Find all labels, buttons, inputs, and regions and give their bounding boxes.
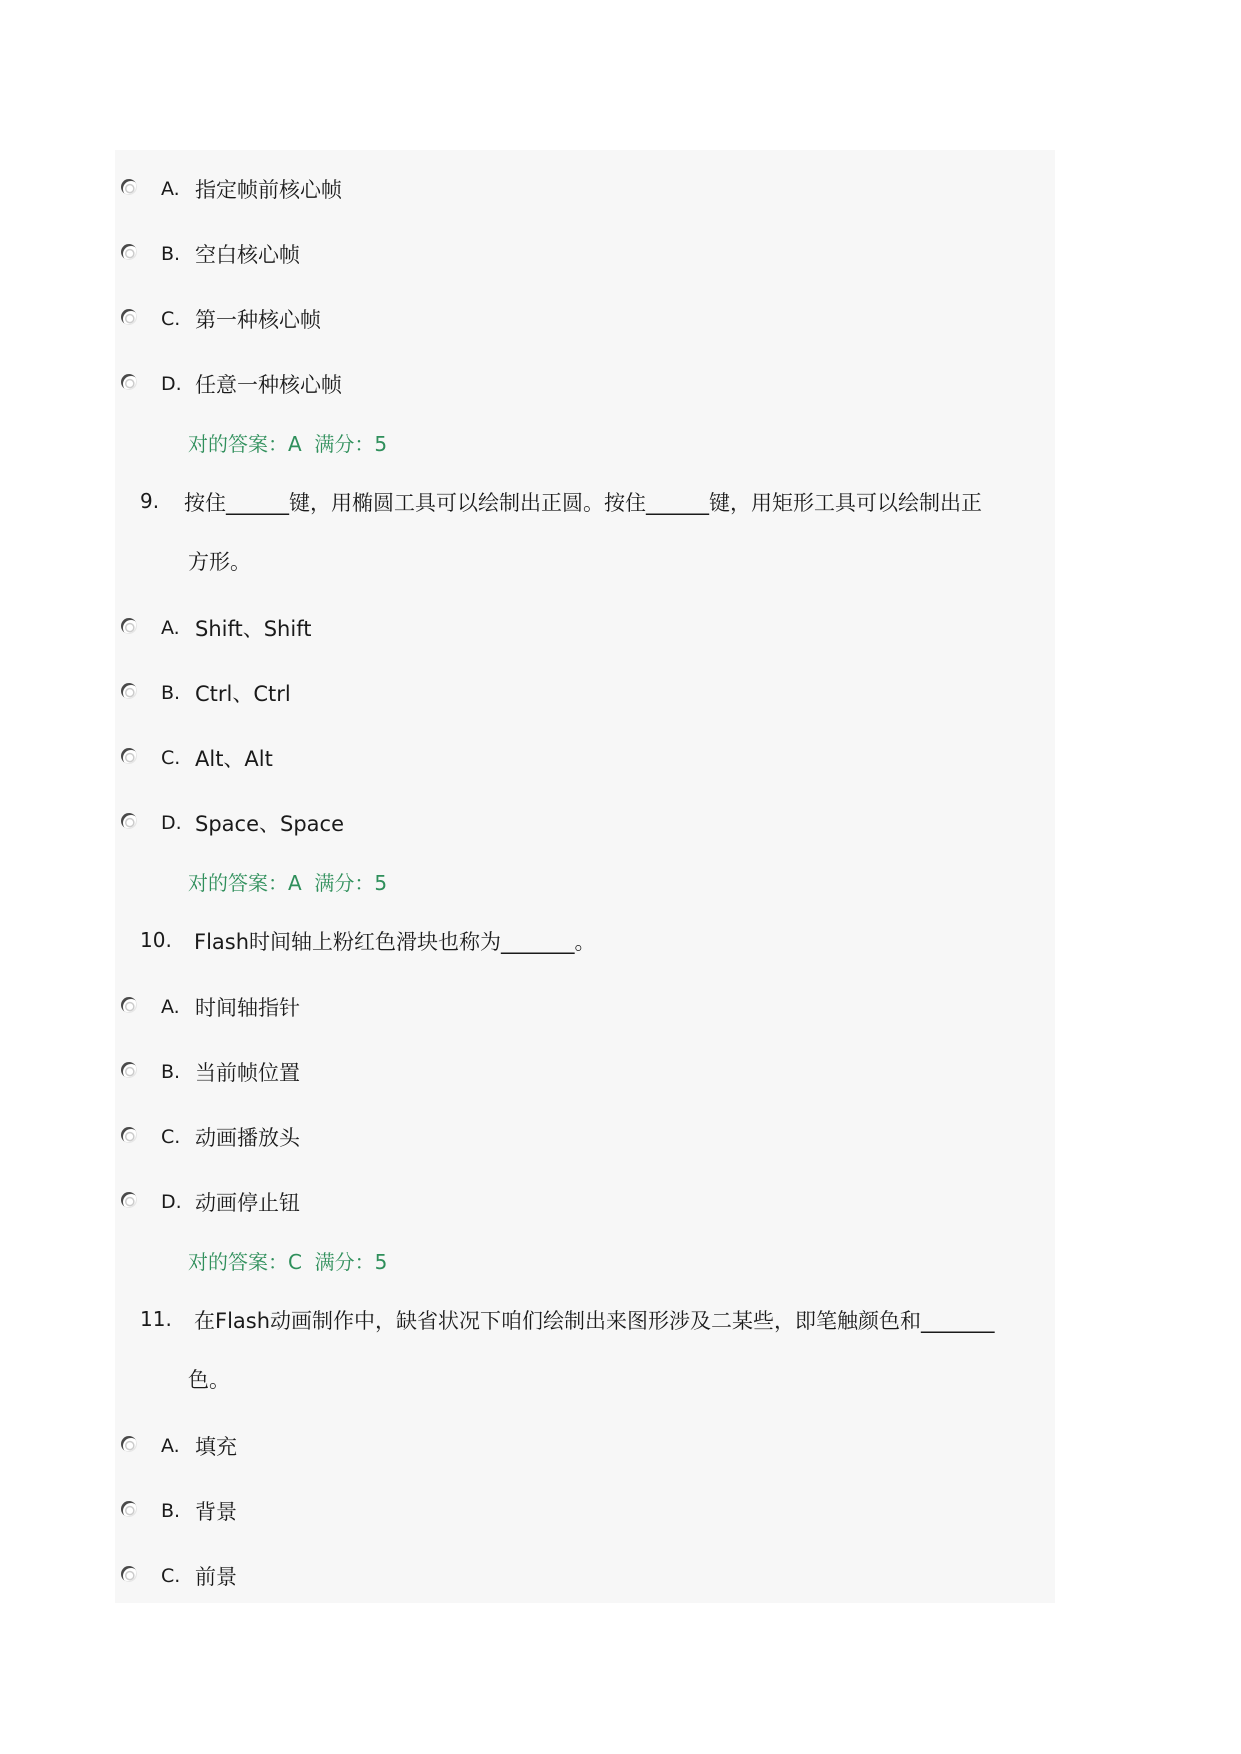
option-letter: A. [161, 996, 180, 1018]
radio-button[interactable] [121, 1062, 137, 1078]
correct-answer-q9: 对的答案：A 满分：5 [188, 871, 388, 895]
question-text: 按住______键，用椭圆工具可以绘制出正圆。按住______键，用矩形工具可以绘制出正 [184, 491, 982, 515]
radio-button[interactable] [121, 1501, 137, 1517]
option-q10-b[interactable] [115, 1047, 1055, 1097]
option-text: 动画停止钮 [195, 1191, 300, 1215]
option-letter: D. [161, 812, 182, 834]
question-text: Flash时间轴上粉红色滑块也称为_______。 [194, 930, 596, 954]
question-number: 9. [140, 489, 160, 513]
radio-button[interactable] [121, 309, 137, 325]
radio-button[interactable] [121, 748, 137, 764]
option-text: 第一种核心帧 [195, 308, 321, 332]
option-q11-a[interactable] [115, 1421, 1055, 1471]
radio-button[interactable] [121, 1436, 137, 1452]
radio-button[interactable] [121, 179, 137, 195]
option-letter: A. [161, 1435, 180, 1457]
option-q8-a[interactable] [115, 164, 1055, 214]
option-letter: C. [161, 308, 181, 330]
option-q10-c[interactable] [115, 1112, 1055, 1162]
question-number: 11. [140, 1307, 172, 1331]
radio-button[interactable] [121, 618, 137, 634]
option-letter: C. [161, 1565, 181, 1587]
option-text: Shift、Shift [195, 617, 312, 641]
radio-button[interactable] [121, 683, 137, 699]
option-q11-b[interactable] [115, 1486, 1055, 1536]
option-q8-d[interactable] [115, 359, 1055, 409]
radio-button[interactable] [121, 1192, 137, 1208]
option-letter: C. [161, 1126, 181, 1148]
option-letter: D. [161, 1191, 182, 1213]
option-text: 当前帧位置 [195, 1061, 300, 1085]
option-text: 填充 [195, 1435, 237, 1459]
option-text: 背景 [195, 1500, 237, 1524]
option-letter: D. [161, 373, 182, 395]
option-text: 动画播放头 [195, 1126, 300, 1150]
option-text: 前景 [195, 1565, 237, 1589]
option-text: 任意一种核心帧 [195, 373, 342, 397]
option-text: 空白核心帧 [195, 243, 300, 267]
radio-button[interactable] [121, 1127, 137, 1143]
option-letter: B. [161, 1500, 181, 1522]
question-text-continued: 色。 [188, 1368, 230, 1392]
option-q8-b[interactable] [115, 229, 1055, 279]
option-letter: C. [161, 747, 181, 769]
option-letter: A. [161, 617, 180, 639]
question-number: 10. [140, 928, 172, 952]
option-letter: B. [161, 682, 181, 704]
option-text: 指定帧前核心帧 [195, 178, 342, 202]
radio-button[interactable] [121, 374, 137, 390]
option-q9-c[interactable] [115, 733, 1055, 783]
radio-button[interactable] [121, 997, 137, 1013]
option-q9-d[interactable] [115, 798, 1055, 848]
option-q8-c[interactable] [115, 294, 1055, 344]
option-q10-a[interactable] [115, 982, 1055, 1032]
radio-button[interactable] [121, 1566, 137, 1582]
option-q10-d[interactable] [115, 1177, 1055, 1227]
question-text: 在Flash动画制作中，缺省状况下咱们绘制出来图形涉及二某些，即笔触颜色和_______ [194, 1309, 995, 1333]
correct-answer-q10: 对的答案：C 满分：5 [188, 1250, 388, 1274]
option-text: Alt、Alt [195, 747, 273, 771]
option-q11-c[interactable] [115, 1551, 1055, 1601]
radio-button[interactable] [121, 813, 137, 829]
option-q9-b[interactable] [115, 668, 1055, 718]
option-text: 时间轴指针 [195, 996, 300, 1020]
option-letter: A. [161, 178, 180, 200]
question-text-continued: 方形。 [188, 550, 251, 574]
correct-answer-q8: 对的答案：A 满分：5 [188, 432, 388, 456]
option-text: Space、Space [195, 812, 344, 836]
option-letter: B. [161, 1061, 181, 1083]
option-letter: B. [161, 243, 181, 265]
option-q9-a[interactable] [115, 603, 1055, 653]
radio-button[interactable] [121, 244, 137, 260]
option-text: Ctrl、Ctrl [195, 682, 291, 706]
